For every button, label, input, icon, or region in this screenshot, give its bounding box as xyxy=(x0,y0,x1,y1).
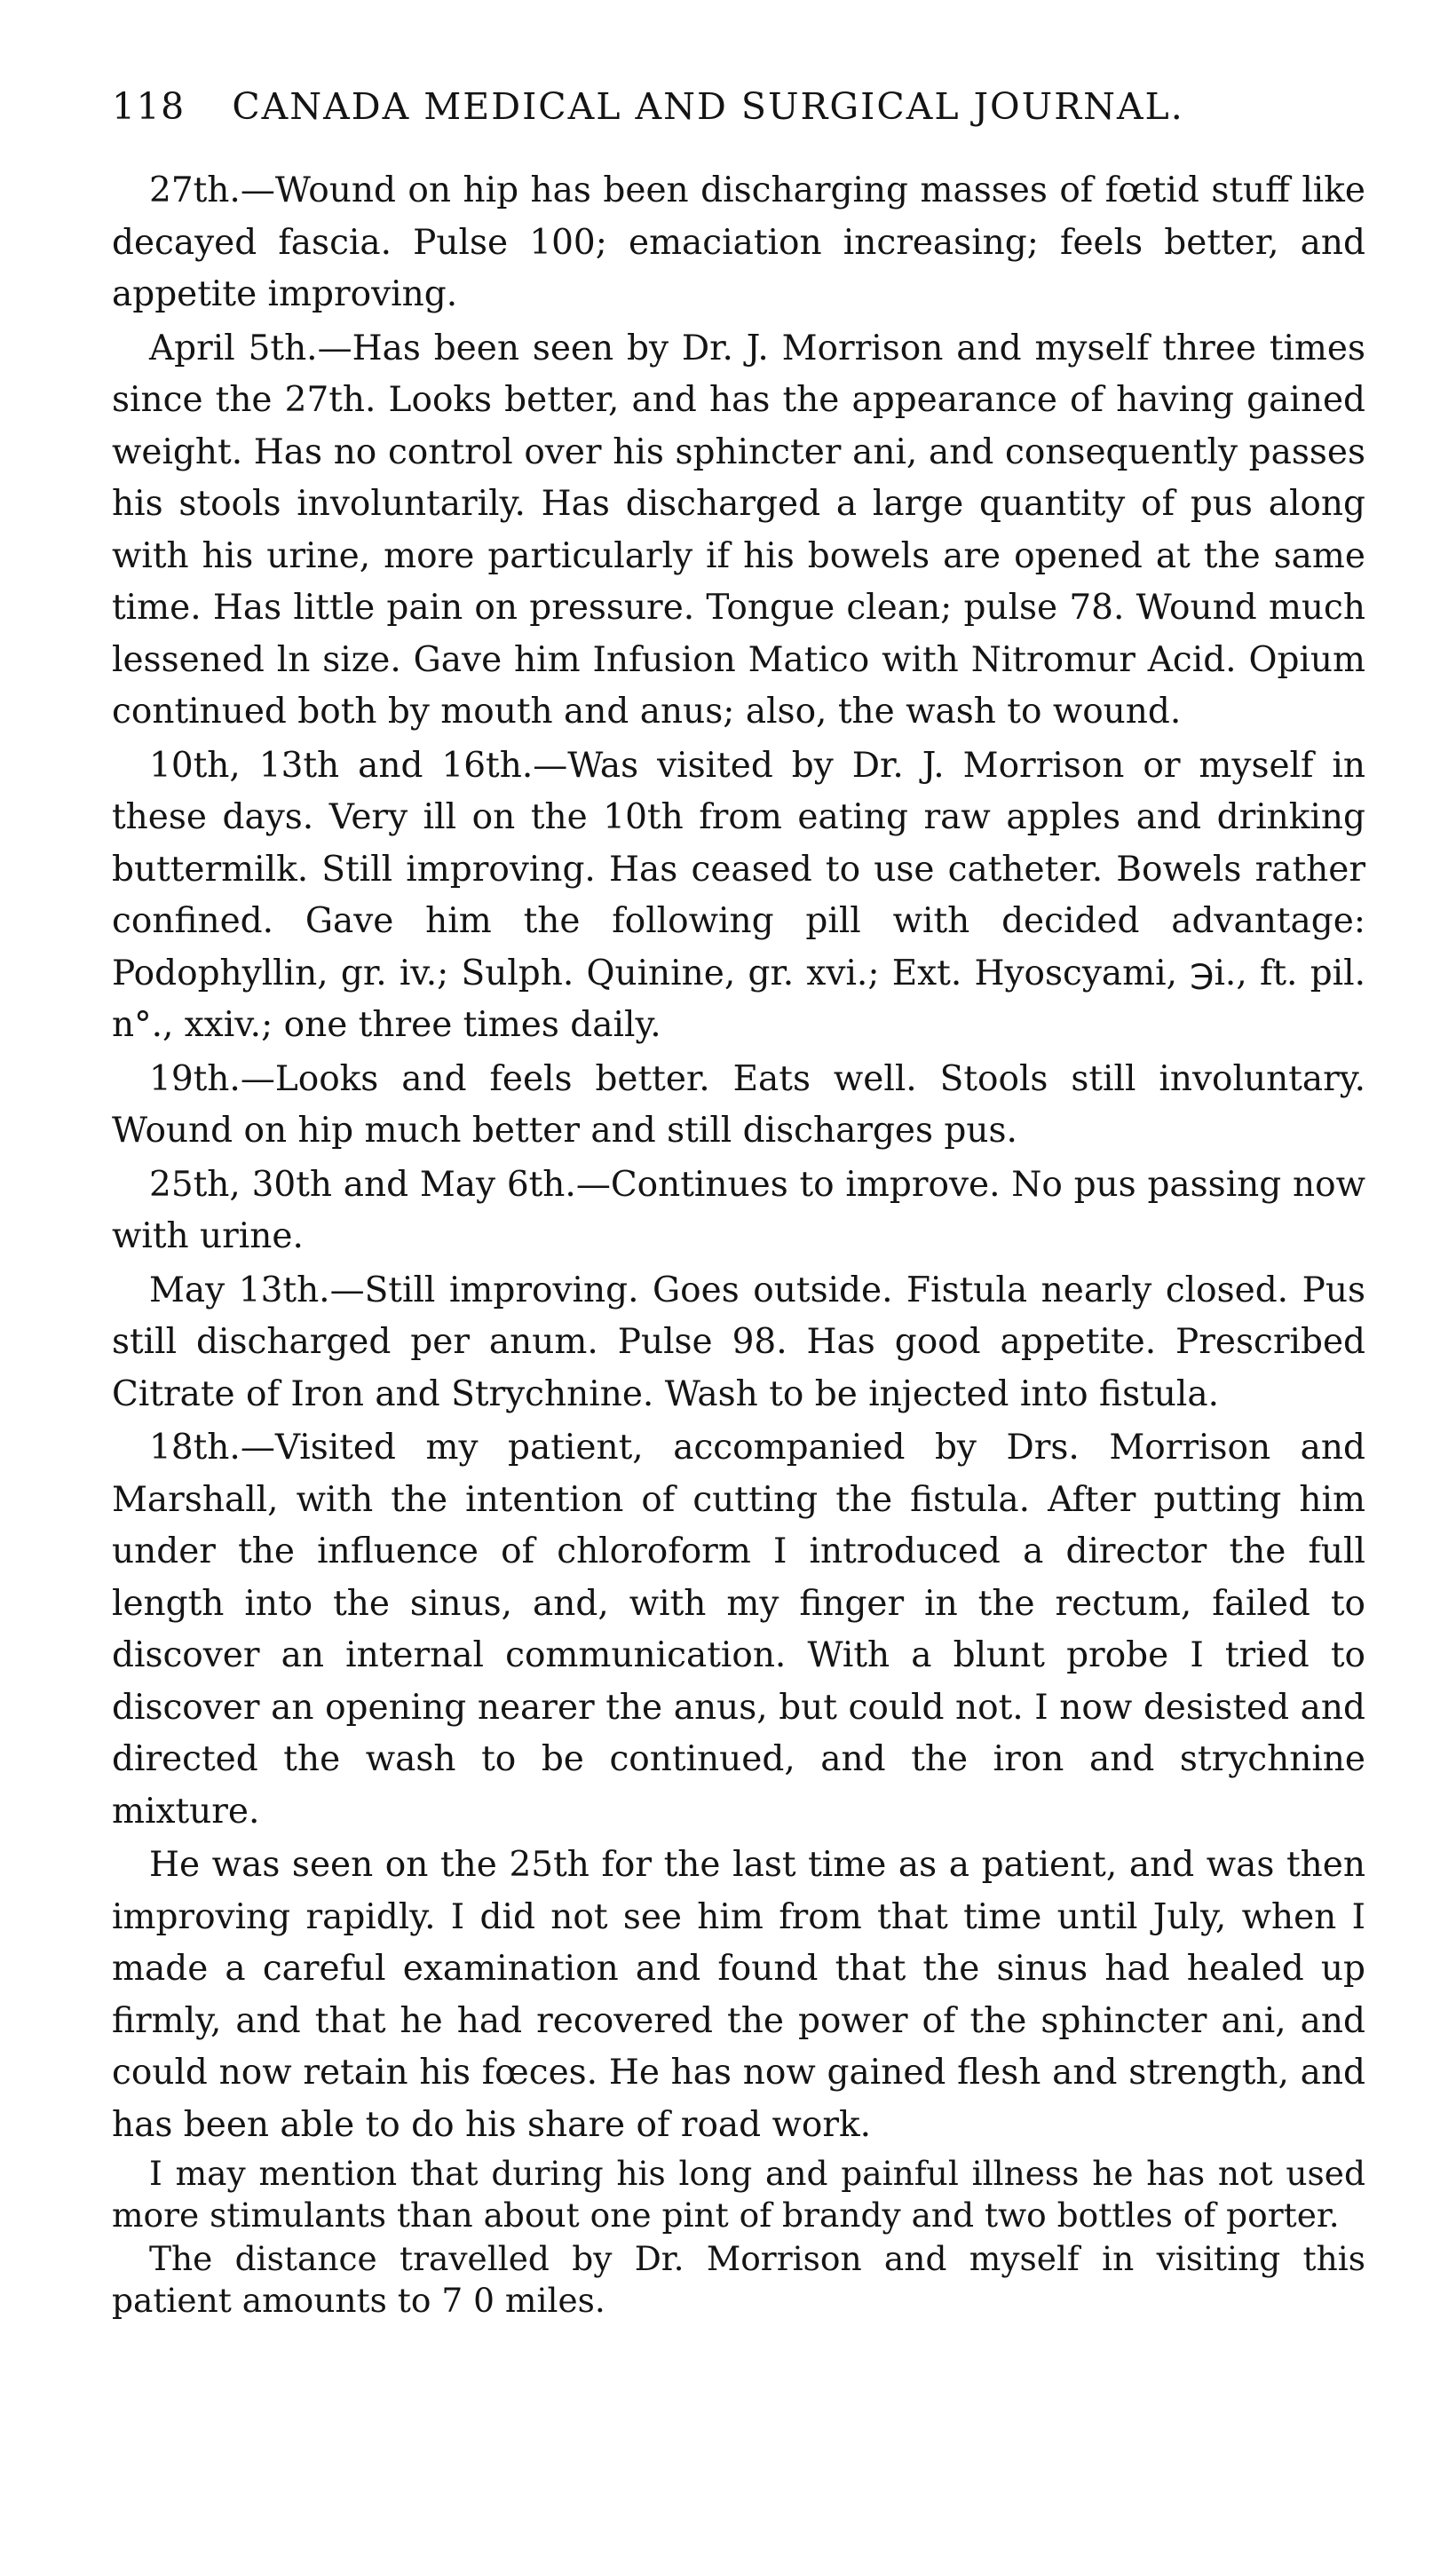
paragraph-25th-30th-may-6th: 25th, 30th and May 6th.—Continues to improve. No pus passing now with urine. xyxy=(112,1164,1365,1256)
paragraph-stimulants: I may mention that during his long and painful illness he has not used more stimulants than about one pint of brandy and two bottles of porter. xyxy=(112,2154,1365,2235)
journal-title: CANADA MEDICAL AND SURGICAL JOURNAL. xyxy=(232,85,1184,128)
paragraph-10th-13th-16th: 10th, 13th and 16th.—Was visited by Dr. J. Morrison or myself in these days. Very ill on the 10th from eating raw apples and drinking buttermilk. Still improving. Has ceased to use catheter. Bowels rather confined. Gave him the following pill with decided advantage: Podophyllin, gr. iv.; Sulph. Quinine, gr. xvi.; Ext. Hyoscyami, ℈i., ft. pil. n°., xxiv.; one three times daily. xyxy=(112,745,1365,1045)
paragraph-may-13th: May 13th.—Still improving. Goes outside. Fistula nearly closed. Pus still discharged per anum. Pulse 98. Has good appetite. Prescribed Citrate of Iron and Strychnine. Wash to be injected into fistula. xyxy=(112,1270,1365,1414)
paragraph-april-5th: April 5th.—Has been seen by Dr. J. Morrison and myself three times since the 27th. Looks better, and has the appearance of having gained weight. Has no control over his sphincter ani, and consequently passes his stools involuntarily. Has discharged a large quantity of pus along with his urine, more particularly if his bowels are opened at the same time. Has little pain on pressure. Tongue clean; pulse 78. Wound much lessened ln size. Gave him Infusion Matico with Nitromur Acid. Opium continued both by mouth and anus; also, the wash to wound. xyxy=(112,328,1365,732)
running-head xyxy=(112,85,1365,128)
document-page xyxy=(112,85,1365,2323)
page-number: 118 xyxy=(112,85,186,128)
paragraph-19th: 19th.—Looks and feels better. Eats well. Stools still involuntary. Wound on hip much better and still discharges pus. xyxy=(112,1058,1365,1151)
paragraph-18th: 18th.—Visited my patient, accompanied by Drs. Morrison and Marshall, with the intention of cutting the fistula. After putting him under the influence of chloroform I introduced a director the full length into the sinus, and, with my finger in the rectum, failed to discover an internal communication. With a blunt probe I tried to discover an opening nearer the anus, but could not. I now desisted and directed the wash to be continued, and the iron and strychnine mixture. xyxy=(112,1428,1365,1832)
paragraph-distance-travelled: The distance travelled by Dr. Morrison and myself in visiting this patient amounts to 7 0 miles. xyxy=(112,2239,1365,2320)
paragraph-seen-on-25th: He was seen on the 25th for the last time as a patient, and was then improving rapidly. I did not see him from that time until July, when I made a careful examination and found that the sinus had healed up firmly, and that he had recovered the power of the sphincter ani, and could now retain his fœces. He has now gained flesh and strength, and has been able to do his share of road work. xyxy=(112,1845,1365,2145)
paragraph-27th: 27th.—Wound on hip has been discharging masses of fœtid stuff like decayed fascia. Pulse 100; emaciation increasing; feels better, and appetite improving. xyxy=(112,170,1365,314)
